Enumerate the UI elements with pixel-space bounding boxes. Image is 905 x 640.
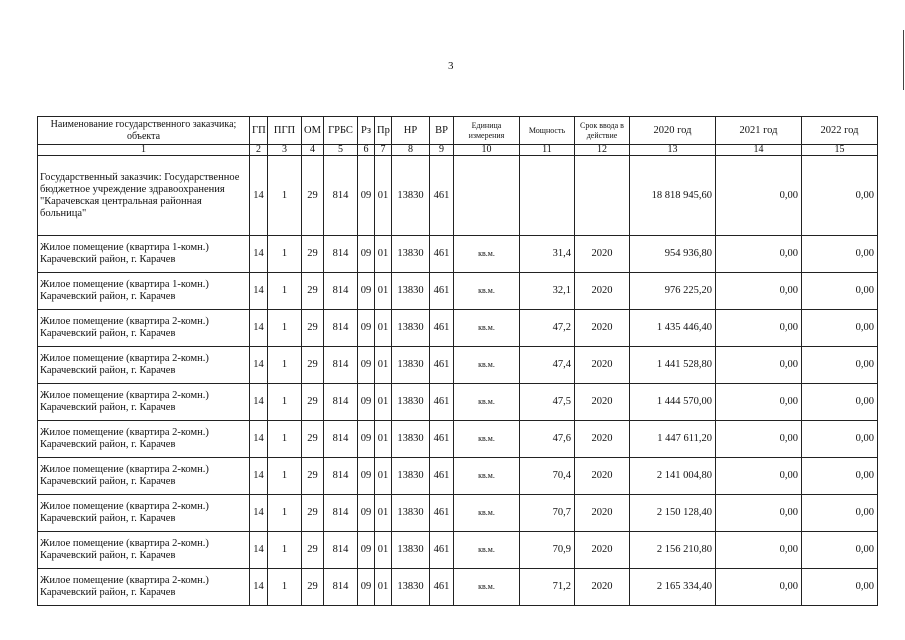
cell-term: 2020 [575, 236, 630, 273]
budget-table [37, 116, 878, 606]
cell-term: 2020 [575, 310, 630, 347]
column-number: 9 [430, 145, 454, 156]
cell-rz: 09 [358, 273, 375, 310]
cell-2021: 0,00 [716, 273, 802, 310]
cell-nr: 13830 [392, 236, 430, 273]
cell-2022: 0,00 [802, 347, 878, 384]
cell-nr: 13830 [392, 310, 430, 347]
cell-gp: 14 [250, 156, 268, 236]
cell-om: 29 [302, 495, 324, 532]
cell-rz: 09 [358, 421, 375, 458]
column-number: 13 [630, 145, 716, 156]
header-row [38, 117, 878, 145]
cell-2021: 0,00 [716, 458, 802, 495]
cell-pr: 01 [375, 569, 392, 606]
cell-unit: кв.м. [454, 569, 520, 606]
cell-term: 2020 [575, 458, 630, 495]
cell-capacity: 47,4 [520, 347, 575, 384]
column-number: 6 [358, 145, 375, 156]
cell-2022: 0,00 [802, 273, 878, 310]
cell-unit: кв.м. [454, 495, 520, 532]
cell-grbs: 814 [324, 458, 358, 495]
cell-gp: 14 [250, 384, 268, 421]
cell-unit: кв.м. [454, 532, 520, 569]
cell-unit: кв.м. [454, 347, 520, 384]
column-number: 10 [454, 145, 520, 156]
cell-vr: 461 [430, 495, 454, 532]
cell-pgp: 1 [268, 384, 302, 421]
column-header: Срок ввода в действие [575, 117, 630, 145]
object-name: Жилое помещение (квартира 1-комн.) Карачевский район, г. Карачев [38, 273, 250, 310]
customer-row [38, 156, 878, 236]
cell-unit: кв.м. [454, 310, 520, 347]
cell-pr: 01 [375, 310, 392, 347]
cell-rz: 09 [358, 236, 375, 273]
cell-term: 2020 [575, 384, 630, 421]
cell-2022: 0,00 [802, 495, 878, 532]
cell-gp: 14 [250, 495, 268, 532]
column-header: Мощность [520, 117, 575, 145]
cell-term: 2020 [575, 347, 630, 384]
cell-om: 29 [302, 347, 324, 384]
cell-grbs: 814 [324, 310, 358, 347]
object-name: Жилое помещение (квартира 2-комн.) Карачевский район, г. Карачев [38, 310, 250, 347]
cell-gp: 14 [250, 532, 268, 569]
cell-2020: 1 447 611,20 [630, 421, 716, 458]
cell-nr: 13830 [392, 421, 430, 458]
cell-capacity [520, 156, 575, 236]
cell-2021: 0,00 [716, 532, 802, 569]
cell-pr: 01 [375, 458, 392, 495]
cell-2021: 0,00 [716, 421, 802, 458]
cell-2020: 954 936,80 [630, 236, 716, 273]
object-name: Жилое помещение (квартира 2-комн.) Карачевский район, г. Карачев [38, 532, 250, 569]
cell-vr: 461 [430, 532, 454, 569]
cell-capacity: 70,4 [520, 458, 575, 495]
table-body [38, 117, 878, 606]
cell-unit: кв.м. [454, 384, 520, 421]
cell-gp: 14 [250, 347, 268, 384]
cell-capacity: 71,2 [520, 569, 575, 606]
table-row [38, 236, 878, 273]
cell-pgp: 1 [268, 421, 302, 458]
cell-term: 2020 [575, 569, 630, 606]
cell-2020: 2 141 004,80 [630, 458, 716, 495]
cell-gp: 14 [250, 569, 268, 606]
cell-2020: 2 156 210,80 [630, 532, 716, 569]
table-row [38, 458, 878, 495]
cell-term: 2020 [575, 273, 630, 310]
cell-2021: 0,00 [716, 384, 802, 421]
cell-2021: 0,00 [716, 347, 802, 384]
cell-term: 2020 [575, 421, 630, 458]
cell-capacity: 31,4 [520, 236, 575, 273]
cell-pgp: 1 [268, 532, 302, 569]
cell-vr: 461 [430, 347, 454, 384]
cell-capacity: 47,6 [520, 421, 575, 458]
cell-2020: 2 150 128,40 [630, 495, 716, 532]
column-header: ВР [430, 117, 454, 145]
table-row [38, 569, 878, 606]
cell-2022: 0,00 [802, 569, 878, 606]
cell-2020: 1 444 570,00 [630, 384, 716, 421]
cell-term: 2020 [575, 532, 630, 569]
cell-capacity: 47,2 [520, 310, 575, 347]
cell-pgp: 1 [268, 156, 302, 236]
cell-2022: 0,00 [802, 421, 878, 458]
column-header: Рз [358, 117, 375, 145]
cell-2021: 0,00 [716, 495, 802, 532]
column-header: ГП [250, 117, 268, 145]
cell-grbs: 814 [324, 236, 358, 273]
cell-nr: 13830 [392, 532, 430, 569]
cell-2022: 0,00 [802, 156, 878, 236]
cell-2021: 0,00 [716, 236, 802, 273]
cell-unit [454, 156, 520, 236]
cell-nr: 13830 [392, 347, 430, 384]
column-number: 12 [575, 145, 630, 156]
cell-pr: 01 [375, 532, 392, 569]
column-number: 4 [302, 145, 324, 156]
column-header: Пр [375, 117, 392, 145]
cell-pgp: 1 [268, 495, 302, 532]
cell-rz: 09 [358, 310, 375, 347]
cell-nr: 13830 [392, 156, 430, 236]
cell-pgp: 1 [268, 458, 302, 495]
table-row [38, 347, 878, 384]
cell-pgp: 1 [268, 569, 302, 606]
cell-2020: 1 441 528,80 [630, 347, 716, 384]
cell-unit: кв.м. [454, 458, 520, 495]
cell-pr: 01 [375, 384, 392, 421]
column-number: 7 [375, 145, 392, 156]
customer-name: Государственный заказчик: Государственное бюджетное учреждение здравоохранения "Карачевская центральная районная больница" [38, 156, 250, 236]
cell-grbs: 814 [324, 384, 358, 421]
edge-rule [903, 30, 904, 90]
column-header: ГРБС [324, 117, 358, 145]
cell-pr: 01 [375, 495, 392, 532]
cell-pr: 01 [375, 347, 392, 384]
cell-om: 29 [302, 273, 324, 310]
cell-om: 29 [302, 421, 324, 458]
cell-grbs: 814 [324, 273, 358, 310]
cell-2022: 0,00 [802, 236, 878, 273]
cell-2022: 0,00 [802, 458, 878, 495]
object-name: Жилое помещение (квартира 2-комн.) Карачевский район, г. Карачев [38, 495, 250, 532]
object-name: Жилое помещение (квартира 2-комн.) Карачевский район, г. Карачев [38, 569, 250, 606]
column-header: Наименование государственного заказчика; объекта [38, 117, 250, 145]
cell-pr: 01 [375, 421, 392, 458]
cell-2021: 0,00 [716, 569, 802, 606]
column-header: НР [392, 117, 430, 145]
cell-pgp: 1 [268, 347, 302, 384]
cell-om: 29 [302, 236, 324, 273]
object-name: Жилое помещение (квартира 2-комн.) Карачевский район, г. Карачев [38, 458, 250, 495]
column-number: 14 [716, 145, 802, 156]
column-number: 5 [324, 145, 358, 156]
cell-vr: 461 [430, 273, 454, 310]
cell-2022: 0,00 [802, 310, 878, 347]
cell-om: 29 [302, 458, 324, 495]
cell-pgp: 1 [268, 310, 302, 347]
column-header: 2020 год [630, 117, 716, 145]
cell-2020: 18 818 945,60 [630, 156, 716, 236]
column-number: 3 [268, 145, 302, 156]
cell-2020: 1 435 446,40 [630, 310, 716, 347]
column-number: 15 [802, 145, 878, 156]
cell-grbs: 814 [324, 569, 358, 606]
table-row [38, 421, 878, 458]
cell-rz: 09 [358, 532, 375, 569]
cell-2021: 0,00 [716, 310, 802, 347]
cell-vr: 461 [430, 421, 454, 458]
cell-capacity: 70,7 [520, 495, 575, 532]
cell-grbs: 814 [324, 495, 358, 532]
cell-om: 29 [302, 310, 324, 347]
table-row [38, 532, 878, 569]
cell-capacity: 70,9 [520, 532, 575, 569]
column-header: ПГП [268, 117, 302, 145]
table-row [38, 384, 878, 421]
cell-capacity: 32,1 [520, 273, 575, 310]
cell-pgp: 1 [268, 273, 302, 310]
cell-nr: 13830 [392, 384, 430, 421]
cell-gp: 14 [250, 273, 268, 310]
cell-rz: 09 [358, 458, 375, 495]
cell-grbs: 814 [324, 347, 358, 384]
cell-nr: 13830 [392, 458, 430, 495]
cell-gp: 14 [250, 236, 268, 273]
cell-pr: 01 [375, 273, 392, 310]
cell-rz: 09 [358, 347, 375, 384]
table-row [38, 310, 878, 347]
cell-vr: 461 [430, 569, 454, 606]
column-header: 2021 год [716, 117, 802, 145]
cell-unit: кв.м. [454, 236, 520, 273]
column-number: 8 [392, 145, 430, 156]
cell-gp: 14 [250, 421, 268, 458]
cell-term: 2020 [575, 495, 630, 532]
cell-unit: кв.м. [454, 273, 520, 310]
cell-om: 29 [302, 156, 324, 236]
cell-2020: 2 165 334,40 [630, 569, 716, 606]
column-number-row [38, 145, 878, 156]
table-row [38, 495, 878, 532]
table-row [38, 273, 878, 310]
cell-nr: 13830 [392, 495, 430, 532]
cell-rz: 09 [358, 156, 375, 236]
cell-vr: 461 [430, 384, 454, 421]
column-header: ОМ [302, 117, 324, 145]
column-header: Единица измерения [454, 117, 520, 145]
page-number: 3 [448, 60, 454, 72]
object-name: Жилое помещение (квартира 2-комн.) Карачевский район, г. Карачев [38, 347, 250, 384]
cell-nr: 13830 [392, 569, 430, 606]
cell-om: 29 [302, 569, 324, 606]
cell-2022: 0,00 [802, 532, 878, 569]
object-name: Жилое помещение (квартира 2-комн.) Карачевский район, г. Карачев [38, 384, 250, 421]
column-number: 1 [38, 145, 250, 156]
cell-capacity: 47,5 [520, 384, 575, 421]
column-number: 11 [520, 145, 575, 156]
cell-rz: 09 [358, 384, 375, 421]
cell-gp: 14 [250, 458, 268, 495]
cell-rz: 09 [358, 495, 375, 532]
object-name: Жилое помещение (квартира 1-комн.) Карачевский район, г. Карачев [38, 236, 250, 273]
cell-term [575, 156, 630, 236]
object-name: Жилое помещение (квартира 2-комн.) Карачевский район, г. Карачев [38, 421, 250, 458]
cell-pgp: 1 [268, 236, 302, 273]
column-number: 2 [250, 145, 268, 156]
cell-vr: 461 [430, 236, 454, 273]
cell-om: 29 [302, 384, 324, 421]
cell-vr: 461 [430, 310, 454, 347]
cell-om: 29 [302, 532, 324, 569]
cell-grbs: 814 [324, 421, 358, 458]
cell-unit: кв.м. [454, 421, 520, 458]
cell-2020: 976 225,20 [630, 273, 716, 310]
cell-gp: 14 [250, 310, 268, 347]
cell-rz: 09 [358, 569, 375, 606]
cell-nr: 13830 [392, 273, 430, 310]
cell-grbs: 814 [324, 532, 358, 569]
cell-pr: 01 [375, 156, 392, 236]
cell-pr: 01 [375, 236, 392, 273]
cell-2021: 0,00 [716, 156, 802, 236]
cell-vr: 461 [430, 458, 454, 495]
cell-vr: 461 [430, 156, 454, 236]
cell-2022: 0,00 [802, 384, 878, 421]
column-header: 2022 год [802, 117, 878, 145]
cell-grbs: 814 [324, 156, 358, 236]
